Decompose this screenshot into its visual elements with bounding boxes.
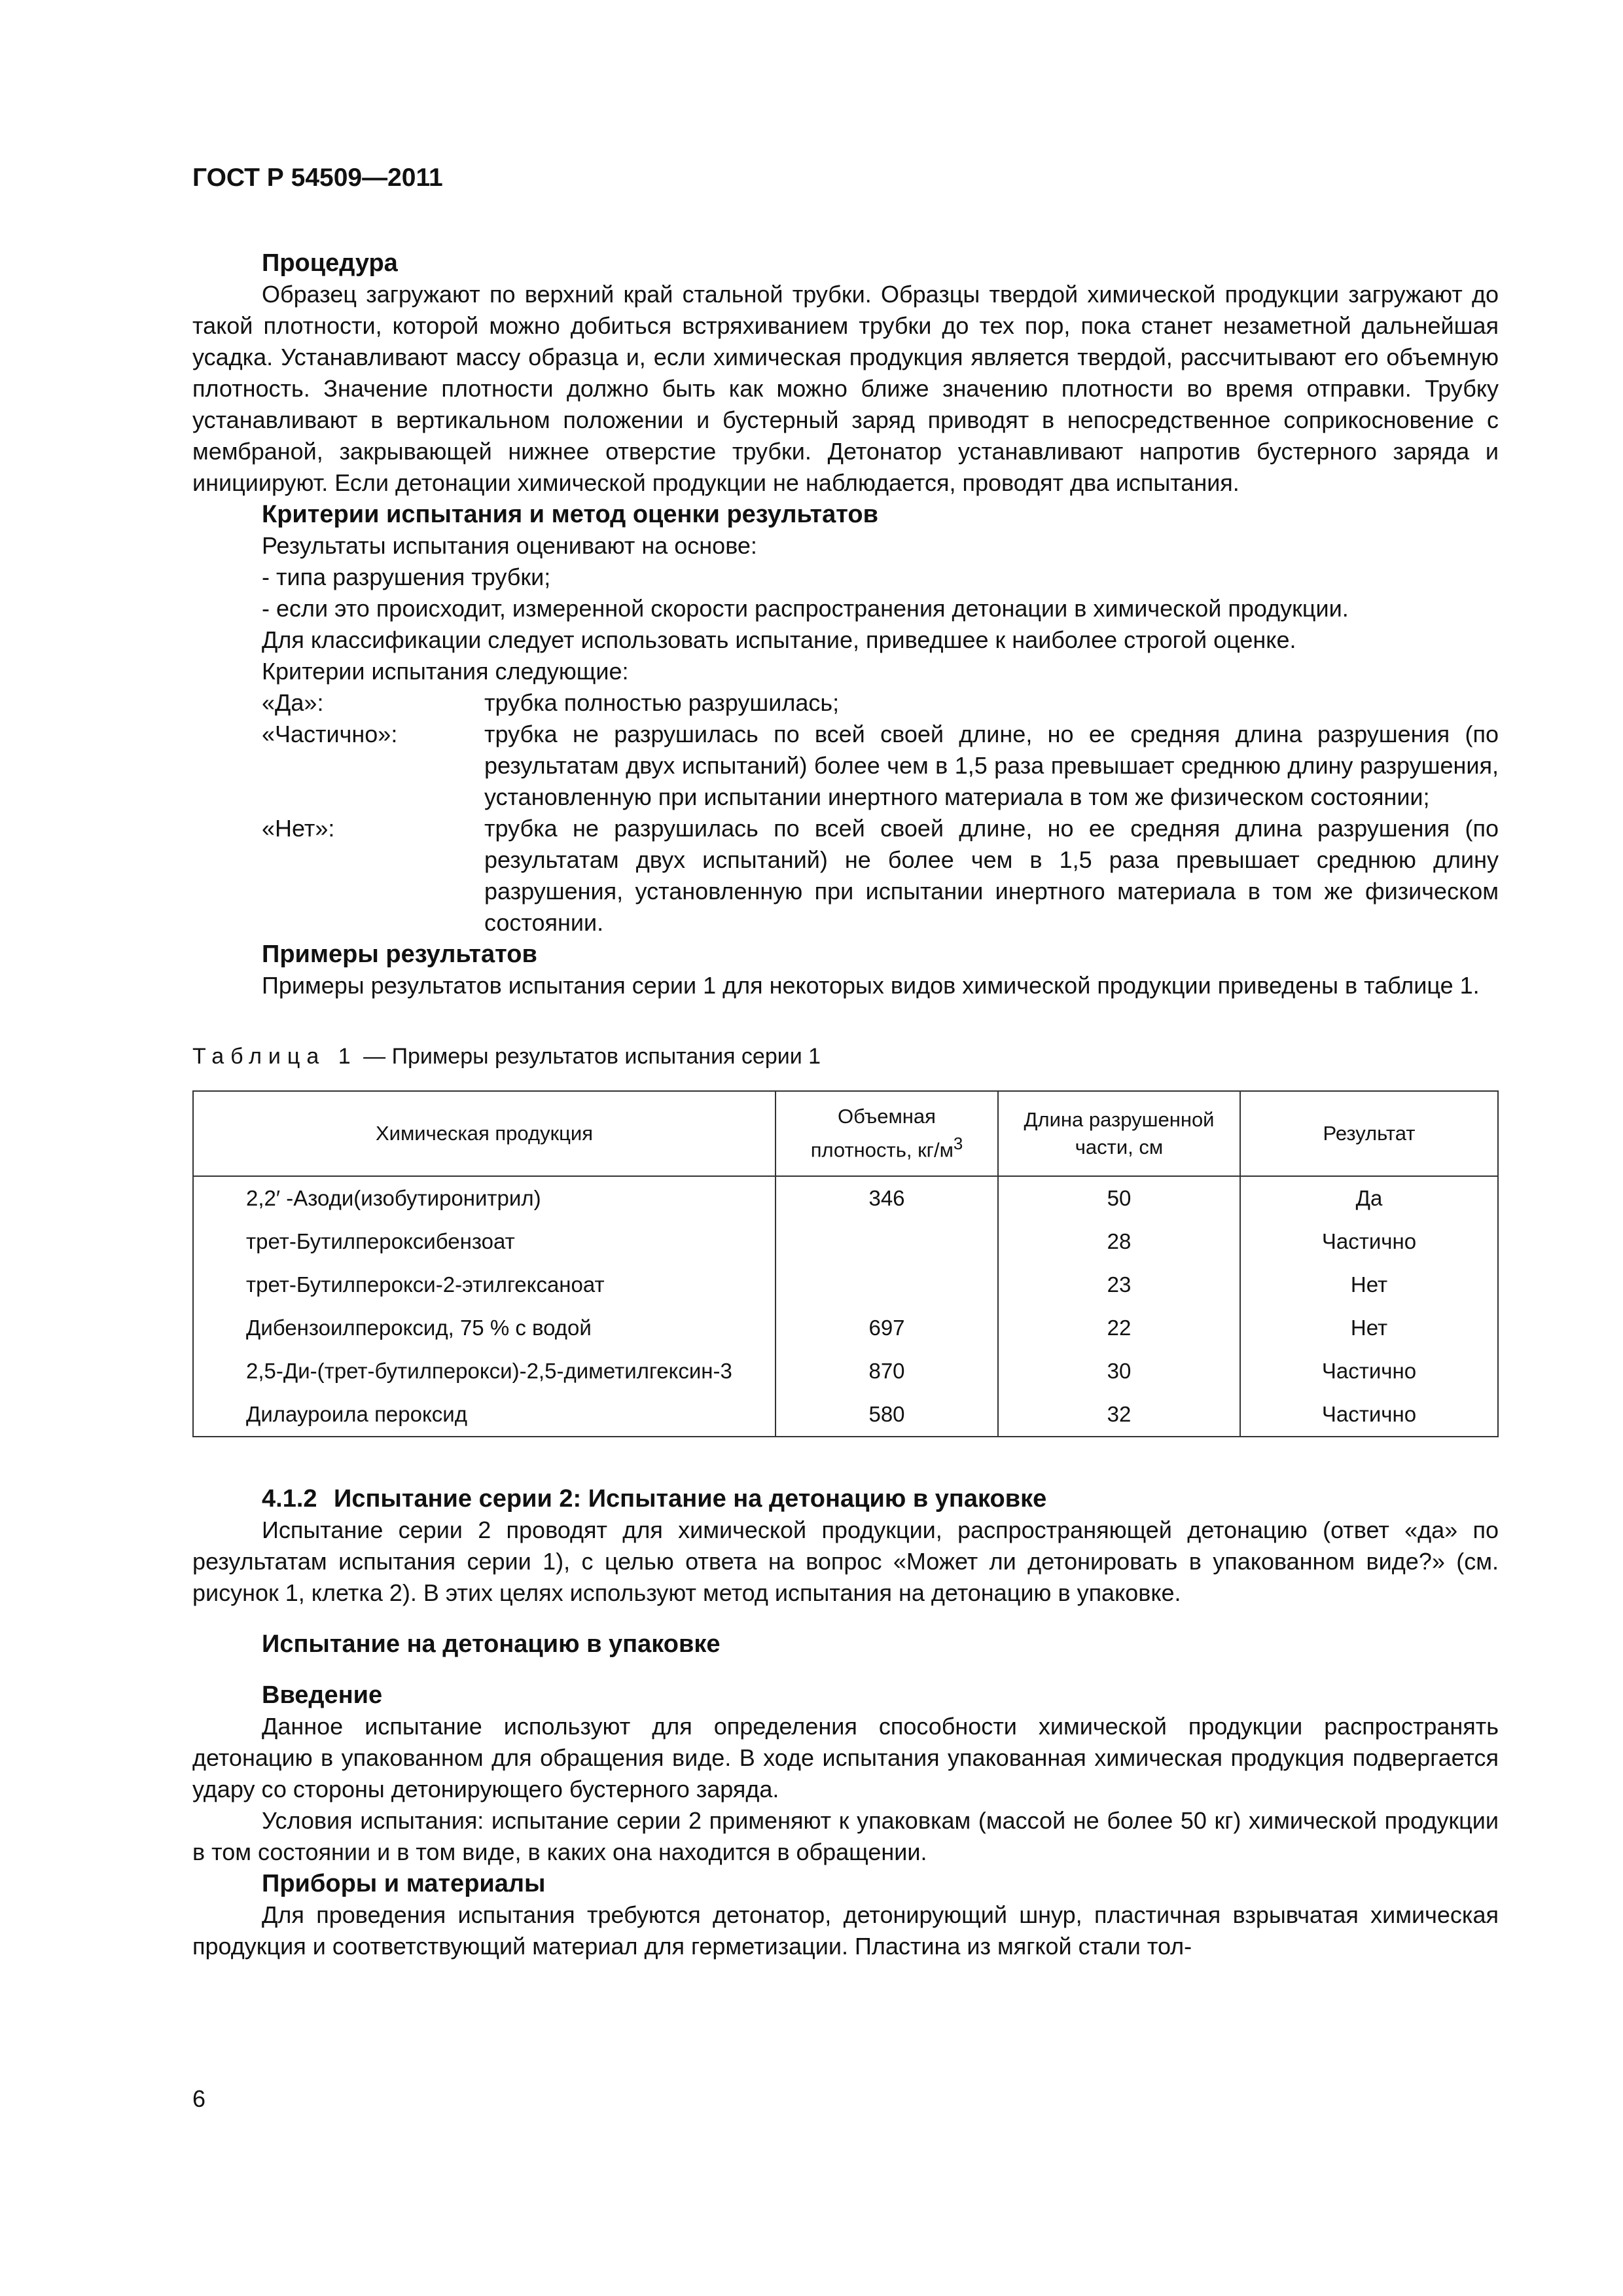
- criterion-term: «Нет»:: [262, 815, 335, 842]
- cell-density: 580: [776, 1393, 998, 1437]
- cell-product: Дилауроила пероксид: [193, 1393, 776, 1437]
- cell-result: Да: [1240, 1176, 1498, 1220]
- criterion-term: «Частично»:: [262, 721, 398, 747]
- cell-density: 870: [776, 1350, 998, 1393]
- cell-result: Частично: [1240, 1220, 1498, 1263]
- cell-product: трет-Бутилперокси-2-этилгексаноат: [193, 1263, 776, 1306]
- cell-density: 697: [776, 1306, 998, 1350]
- criteria-heading: Критерии испытания и метод оценки результатов: [262, 501, 878, 528]
- examples-heading: Примеры результатов: [262, 941, 537, 968]
- cell-length: 50: [998, 1176, 1240, 1220]
- header-density-line2: плотность, кг/м: [810, 1138, 954, 1162]
- cell-result: Частично: [1240, 1350, 1498, 1393]
- table-caption-text: — Примеры результатов испытания серии 1: [357, 1044, 821, 1069]
- criterion-yes: [262, 687, 1499, 719]
- section-title: Испытание серии 2: Испытание на детонацию в упаковке: [334, 1485, 1047, 1513]
- cell-result: Нет: [1240, 1306, 1498, 1350]
- criteria-line: Для классификации следует использовать испытание, приведшее к наиболее строгой оценке.: [262, 626, 1296, 653]
- table-row: [193, 1176, 1498, 1220]
- cell-product: Дибензоилпероксид, 75 % с водой: [193, 1306, 776, 1350]
- criteria-line: Результаты испытания оценивают на основе:: [262, 532, 757, 559]
- table-header-row: [193, 1091, 1498, 1176]
- cell-length: 22: [998, 1306, 1240, 1350]
- cell-result: Нет: [1240, 1263, 1498, 1306]
- table-row: [193, 1263, 1498, 1306]
- cell-density: [776, 1263, 998, 1306]
- header-product: Химическая продукция: [193, 1091, 776, 1176]
- cell-product: трет-Бутилпероксибензоат: [193, 1220, 776, 1263]
- package-test-heading: Испытание на детонацию в упаковке: [262, 1630, 721, 1658]
- section-412-text: Испытание серии 2 проводят для химической продукции, распространяющей детонацию (ответ «да» по результатам испытания серии 1), с целью ответа на вопрос «Может ли детонировать в упакованном виде?» (см. рисунок 1, клетка 2). В этих целях используют метод испытания на детонацию в упаковке.: [192, 1516, 1499, 1606]
- cell-length: 32: [998, 1393, 1240, 1437]
- criteria-line: - если это происходит, измеренной скорости распространения детонации в химической продукции.: [262, 595, 1349, 622]
- intro-text-2: Условия испытания: испытание серии 2 применяют к упаковкам (массой не более 50 кг) химической продукции в том состоянии и в том виде, в каких она находится в обращении.: [192, 1807, 1499, 1865]
- section-412-heading: [262, 1483, 1499, 1515]
- document-header: ГОСТ Р 54509—2011: [192, 164, 443, 192]
- cell-product: 2,2′ -Азоди(изобутиронитрил): [193, 1176, 776, 1220]
- criterion-no: [262, 813, 1499, 939]
- header-density-line1: Объемная: [838, 1105, 936, 1128]
- header-length-line1: Длина разрушенной: [1024, 1108, 1215, 1131]
- procedure-heading: Процедура: [262, 249, 398, 277]
- results-table: [192, 1090, 1499, 1437]
- cell-length: 23: [998, 1263, 1240, 1306]
- table-row: [193, 1350, 1498, 1393]
- intro-heading: Введение: [262, 1681, 383, 1709]
- apparatus-heading: Приборы и материалы: [262, 1870, 546, 1897]
- table-caption-label: Таблица 1: [192, 1044, 357, 1069]
- cell-length: 28: [998, 1220, 1240, 1263]
- cell-product: 2,5-Ди-(трет-бутилперокси)-2,5-диметилгексин-3: [193, 1350, 776, 1393]
- examples-text: Примеры результатов испытания серии 1 для некоторых видов химической продукции приведены в таблице 1.: [262, 972, 1480, 999]
- table-caption: [192, 1042, 1499, 1071]
- criteria-line: - типа разрушения трубки;: [262, 564, 551, 590]
- criterion-definition: трубка полностью разрушилась;: [484, 689, 840, 716]
- table-spacer: [192, 1437, 1499, 1483]
- procedure-text: Образец загружают по верхний край стальной трубки. Образцы твердой химической продукции загружают до такой плотности, которой можно добиться встряхиванием трубки до тех пор, пока станет незаметной дальнейшая усадка. Устанавливают массу образца и, если химическая продукция является твердой, рассчитывают его объемную плотность. Значение плотности должно быть как можно ближе значению плотности во время отправки. Трубку устанавливают в вертикальном положении и бустерный заряд приводят в непосредственное соприкосновение с мембраной, закрывающей нижнее отверстие трубки. Детонатор устанавливают напротив бустерного заряда и инициируют. Если детонации химической продукции не наблюдается, проводят два испытания.: [192, 281, 1499, 496]
- cell-density: 346: [776, 1176, 998, 1220]
- header-density-sup: 3: [953, 1135, 963, 1154]
- table-row: [193, 1220, 1498, 1263]
- header-result: Результат: [1240, 1091, 1498, 1176]
- header-density: [776, 1091, 998, 1176]
- table-row: [193, 1393, 1498, 1437]
- header-length-line2: части, см: [1075, 1136, 1164, 1158]
- criterion-definition: трубка не разрушилась по всей своей длине, но ее средняя длина разрушения (по результатам двух испытаний) не более чем в 1,5 раза превышает среднюю длину разрушения, установленную при испытании инертного материала в том же физическом состоянии.: [484, 815, 1499, 936]
- criterion-definition: трубка не разрушилась по всей своей длине, но ее средняя длина разрушения (по результатам двух испытаний) более чем в 1,5 раза превышает среднюю длину разрушения, установленную при испытании инертного материала в том же физическом состоянии;: [484, 721, 1499, 810]
- criteria-line: Критерии испытания следующие:: [262, 658, 629, 685]
- criterion-term: «Да»:: [262, 689, 324, 716]
- apparatus-text: Для проведения испытания требуются детонатор, детонирующий шнур, пластичная взрывчатая химическая продукция и соответствующий материал для герметизации. Пластина из мягкой стали тол-: [192, 1901, 1499, 1960]
- criterion-partial: [262, 719, 1499, 813]
- intro-text-1: Данное испытание используют для определения способности химической продукции распространять детонацию в упакованном для обращения виде. В ходе испытания упакованная химическая продукция подвергается удару со стороны детонирующего бустерного заряда.: [192, 1713, 1499, 1803]
- section-number: 4.1.2: [262, 1485, 317, 1513]
- header-length: [998, 1091, 1240, 1176]
- document-page: [192, 164, 1499, 1962]
- cell-length: 30: [998, 1350, 1240, 1393]
- cell-density: [776, 1220, 998, 1263]
- table-row: [193, 1306, 1498, 1350]
- cell-result: Частично: [1240, 1393, 1498, 1437]
- page-number: 6: [192, 2085, 206, 2112]
